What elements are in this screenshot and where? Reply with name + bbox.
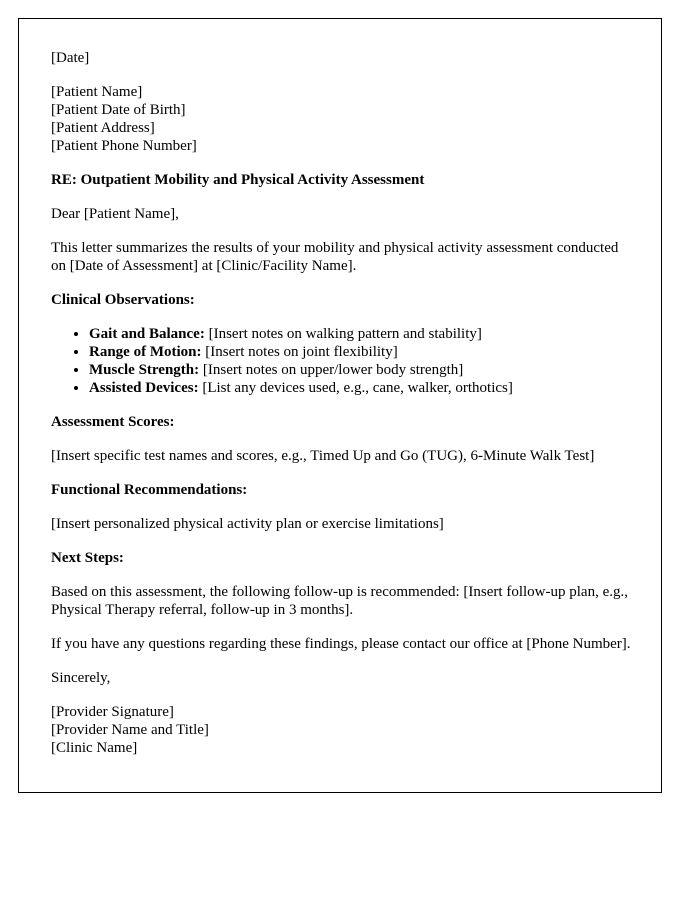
functional-recommendations-body: [Insert personalized physical activity plan or exercise limitations] xyxy=(51,516,444,532)
patient-address-block xyxy=(51,83,633,155)
subject-line xyxy=(51,171,633,189)
closing-line: Sincerely, xyxy=(51,670,111,686)
patient-name-line: [Patient Name] xyxy=(51,84,143,100)
subject-text: RE: Outpatient Mobility and Physical Activity Assessment xyxy=(51,172,425,188)
observation-item xyxy=(89,325,633,343)
contact-paragraph: If you have any questions regarding these findings, please contact our office at [Phone Number]. xyxy=(51,636,631,652)
observation-text: [List any devices used, e.g., cane, walker, orthotics] xyxy=(198,380,513,396)
provider-signature-line: [Provider Signature] xyxy=(51,704,174,720)
assessment-scores-body: [Insert specific test names and scores, e.g., Timed Up and Go (TUG), 6-Minute Walk Test] xyxy=(51,448,595,464)
observation-item xyxy=(89,343,633,361)
patient-address-line: [Patient Address] xyxy=(51,120,155,136)
assessment-scores-heading xyxy=(51,413,633,431)
observation-item xyxy=(89,379,633,397)
observation-text: [Insert notes on upper/lower body strength] xyxy=(199,362,464,378)
next-steps-heading xyxy=(51,549,633,567)
date-line: [Date] xyxy=(51,50,90,66)
next-steps-paragraph: Based on this assessment, the following follow-up is recommended: [Insert follow-up plan, e.g., Physical Therapy referral, follow-up in 3 months]. xyxy=(51,584,628,618)
clinical-observations-heading xyxy=(51,291,633,309)
functional-recommendations-heading-text: Functional Recommendations: xyxy=(51,482,248,498)
clinical-observations-list xyxy=(51,325,633,397)
clinical-observations-heading-text: Clinical Observations: xyxy=(51,292,195,308)
salutation-line: Dear [Patient Name], xyxy=(51,206,179,222)
observation-label: Muscle Strength: xyxy=(89,362,200,378)
observation-label: Assisted Devices: xyxy=(89,380,199,396)
functional-recommendations-heading xyxy=(51,481,633,499)
observation-text: [Insert notes on walking pattern and stability] xyxy=(204,326,482,342)
patient-phone-line: [Patient Phone Number] xyxy=(51,138,197,154)
patient-dob-line: [Patient Date of Birth] xyxy=(51,102,186,118)
next-steps-heading-text: Next Steps: xyxy=(51,550,124,566)
observation-label: Gait and Balance: xyxy=(89,326,205,342)
letter-frame xyxy=(18,18,662,793)
observation-text: [Insert notes on joint flexibility] xyxy=(201,344,398,360)
provider-name-title-line: [Provider Name and Title] xyxy=(51,722,209,738)
assessment-scores-heading-text: Assessment Scores: xyxy=(51,414,175,430)
intro-paragraph: This letter summarizes the results of your mobility and physical activity assessment conducted on [Date of Assessment] at [Clinic/Facility Name]. xyxy=(51,240,619,274)
observation-item xyxy=(89,361,633,379)
observation-label: Range of Motion: xyxy=(89,344,202,360)
signature-block xyxy=(51,703,633,757)
clinic-name-line: [Clinic Name] xyxy=(51,740,138,756)
